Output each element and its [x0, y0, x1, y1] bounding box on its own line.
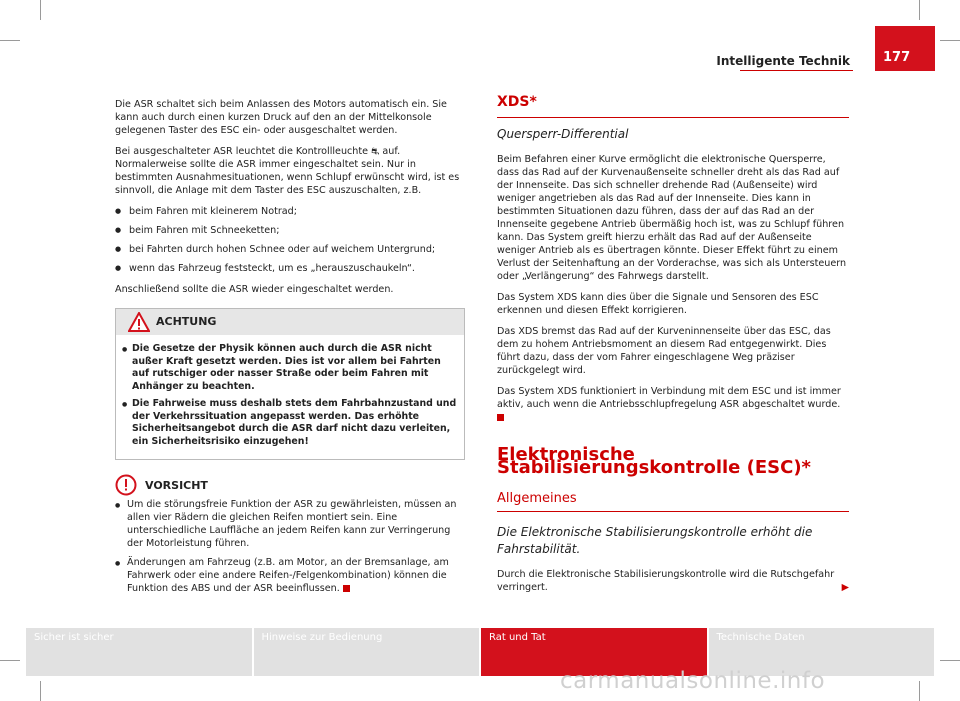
- chapter-title: Elektronische Stabilisierungskontrolle (ESC)*: [497, 444, 811, 478]
- paragraph: Das System XDS kann dies über die Signale und Sensoren des ESC erkennen und diesen Effekt korrigieren.: [497, 292, 819, 316]
- caution-header: [115, 474, 465, 492]
- crop-mark: [940, 660, 960, 661]
- tab-sicher-ist-sicher[interactable]: Sicher ist sicher: [26, 628, 252, 676]
- subsection-rule: [497, 511, 849, 512]
- section-title: XDS*: [497, 94, 537, 110]
- tab-rat-und-tat[interactable]: Rat und Tat: [481, 628, 707, 676]
- section-rule: [497, 117, 849, 118]
- list-item: ● beim Fahren mit Schneeketten;: [115, 224, 465, 237]
- paragraph-text: Das System XDS funktioniert in Verbindung mit dem ESC und ist immer aktiv, auch wenn die Antriebsschlupfregelung ASR abgeschaltet wurde.: [497, 386, 841, 410]
- crop-mark: [0, 40, 20, 41]
- subsection-title: Allgemeines: [497, 491, 577, 506]
- caution-item: [115, 556, 465, 595]
- left-column: [115, 98, 465, 601]
- list-item: ● beim Fahren mit kleinerem Notrad;: [115, 205, 465, 218]
- crop-mark: [0, 660, 20, 661]
- crop-mark: [40, 681, 41, 701]
- caution-icon: [115, 474, 137, 496]
- warning-title: ACHTUNG: [156, 315, 217, 328]
- caution-title: VORSICHT: [145, 479, 208, 492]
- running-header: Intelligente Technik: [716, 54, 850, 68]
- paragraph-text: Durch die Elektronische Stabilisierungskontrolle wird die Rutschgefahr verringert.: [497, 569, 835, 593]
- right-column: [497, 96, 849, 602]
- paragraph: [497, 568, 849, 594]
- header-rule: [740, 70, 853, 71]
- lead-text: Die Elektronische Stabilisierungskontrolle erhöht die Fahrstabilität.: [497, 525, 813, 556]
- tab-hinweise-zur-bedienung[interactable]: Hinweise zur Bedienung: [254, 628, 480, 676]
- warning-body: [116, 335, 464, 459]
- section-end-icon: [343, 585, 350, 592]
- section-subtitle: Quersperr-Differential: [497, 127, 629, 141]
- page-number: 177: [875, 26, 935, 71]
- paragraph: Das XDS bremst das Rad auf der Kurveninnenseite über das ESC, das dem zu hohem Antriebsmoment an diesem Rad entgegenwirkt. Dies führt dazu, dass der vom Fahrer eingeschlagene Weg präziser zurückgelegt wird.: [497, 326, 831, 376]
- paragraph: [497, 385, 849, 424]
- crop-mark: [919, 681, 920, 701]
- warning-box: [115, 308, 465, 460]
- caution-item: ● Um die störungsfreie Funktion der ASR zu gewährleisten, müssen an allen vier Rädern die gleichen Reifen montiert sein. Eine unterschiedliche Lauffläche an jedem Reifen kann zur Verringerung der Motorleistung führen.: [115, 498, 465, 550]
- warning-header: [116, 309, 464, 335]
- bullet-list: [115, 205, 465, 275]
- warning-item: ● Die Gesetze der Physik können auch durch die ASR nicht außer Kraft gesetzt werden. Dies ist vor allem bei Fahrten auf rutschiger oder nasser Straße oder beim Fahren mit Anhänger zu beachten.: [122, 343, 458, 393]
- crop-mark: [40, 0, 41, 20]
- paragraph: Beim Befahren einer Kurve ermöglicht die elektronische Quersperre, dass das Rad auf der Kurvenaußenseite schneller dreht als das Rad auf der Innenseite. Das sich schneller drehende Rad (Außenseite) wird weniger angetrieben als das Rad auf der Innenseite. Dies kann in bestimmten Situationen dazu führen, dass der auf das Rad an der Innenseite gegebene Antrieb übermäßig hoch ist, was zu Schlupf führen kann. Das System greift hierzu erhält das Rad auf der Außenseite weniger Antrieb als es übertragen könnte. Dieser Effekt führt zu einem Verlust der Seitenhaftung an der Vorderachse, was sich als Untersteuern oder „Verlängerung“ des Fahrwegs darstellt.: [497, 154, 847, 282]
- continue-arrow-icon: ▶: [841, 582, 849, 593]
- caution-item-text: Änderungen am Fahrzeug (z.B. am Motor, an der Bremsanlage, am Fahrwerk oder eine andere Reifen-/Felgenkombination) können die Funktion des ABS und der ASR beeinflussen.: [127, 557, 449, 594]
- crop-mark: [940, 40, 960, 41]
- section-end-icon: [497, 414, 504, 421]
- warning-triangle-icon: [128, 312, 150, 332]
- paragraph: Die ASR schaltet sich beim Anlassen des Motors automatisch ein. Sie kann auch durch einen kurzen Druck auf den an der Mittelkonsole gelegenen Taster des ESC ein- oder ausgeschaltet werden.: [115, 99, 447, 136]
- watermark: carmanualsonline.info: [560, 668, 826, 694]
- warning-item: ● Die Fahrweise muss deshalb stets dem Fahrbahnzustand und der Verkehrssituation angepasst werden. Das erhöhte Sicherheitsangebot durch die ASR darf nicht dazu verleiten, ein Sicherheitsrisiko einzugehen!: [122, 398, 458, 448]
- list-item: ● wenn das Fahrzeug feststeckt, um es „herauszuschaukeln“.: [115, 262, 465, 275]
- list-item: ● bei Fahrten durch hohen Schnee oder auf weichem Untergrund;: [115, 243, 465, 256]
- tab-technische-daten[interactable]: Technische Daten: [709, 628, 935, 676]
- paragraph: Anschließend sollte die ASR wieder eingeschaltet werden.: [115, 284, 394, 295]
- paragraph: Bei ausgeschalteter ASR leuchtet die Kontrollleuchte ⛐ auf. Normalerweise sollte die ASR immer eingeschaltet sein. Nur in bestimmten Ausnahmesituationen, wenn Schlupf erwünscht wird, ist es sinnvoll, die Anlage mit dem Taster des ESC auszuschalten, z.B.: [115, 146, 460, 196]
- crop-mark: [919, 0, 920, 20]
